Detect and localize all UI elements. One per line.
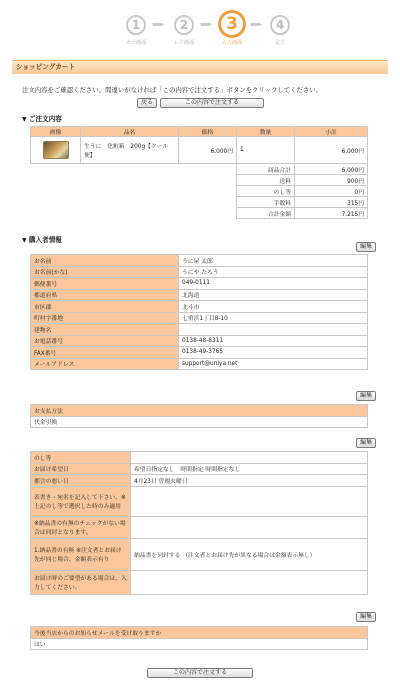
summary-value: 900円 [295, 175, 368, 186]
product-image[interactable] [43, 141, 69, 159]
newsletter-table [30, 626, 368, 650]
table-row [31, 358, 368, 370]
field-label: 町村字番地 [31, 312, 179, 324]
table-row [31, 266, 368, 278]
table-row [31, 312, 368, 324]
intro-text: 注文内容をご確認ください。間違いがなければ「この内容で注文する」ボタンをクリックしてください。 [22, 86, 323, 94]
order-section-title [22, 113, 62, 123]
table-row [31, 405, 368, 417]
field-value: 納品書を同封する （注文者とお届け先が異なる場合は金額表示無し） [131, 538, 368, 570]
table-row [31, 335, 368, 347]
edit-buyer-button[interactable]: 編集 [356, 242, 376, 252]
field-label: 建物名 [31, 324, 179, 336]
col-name: 品名 [81, 127, 179, 137]
section-title-text: ご注文内容 [28, 115, 62, 123]
summary-row-total [31, 208, 368, 219]
field-value [131, 570, 368, 594]
table-row [31, 324, 368, 336]
field-value: 北海道 [179, 289, 368, 301]
table-row [31, 570, 368, 594]
field-value: 北斗市 [179, 301, 368, 313]
step-number: 4 [270, 15, 290, 35]
summary-label: 商品合計 [237, 164, 295, 175]
field-value: うにや たろう [179, 266, 368, 278]
field-label: お電話番号 [31, 335, 179, 347]
step-label: 完了 [274, 40, 286, 46]
field-value: 0138-49-3765 [179, 347, 368, 359]
table-row [31, 627, 368, 639]
col-image: 画像 [31, 127, 81, 137]
summary-value: 315円 [295, 197, 368, 208]
field-label: 1.納品書の有無 ※注文者とお届け先が同じ場合、金額表示有り [31, 538, 131, 570]
product-qty: 1 [237, 137, 295, 164]
field-value: うに屋 太郎 [179, 255, 368, 267]
field-value: 希望日指定なし 時間指定 時間指定なし [131, 463, 368, 475]
summary-value: 7,215円 [295, 208, 368, 219]
step-2 [166, 10, 202, 46]
field-value: 七重浜1丁目8-10 [179, 312, 368, 324]
step-label: カゴ画面 [125, 40, 147, 46]
table-row [31, 137, 368, 164]
step-number: 1 [126, 15, 146, 35]
table-row [31, 486, 368, 516]
product-image-cell [31, 137, 81, 164]
product-name: 生うに 化粧箱 200g【クール便】 [81, 137, 179, 164]
delivery-table [30, 451, 368, 595]
table-row [31, 475, 368, 487]
field-label: お名前 [31, 255, 179, 267]
table-row [31, 347, 368, 359]
field-label: メールアドレス [31, 358, 179, 370]
field-value: 4月23日 曽週火曜日 [131, 475, 368, 487]
field-value [131, 486, 368, 516]
table-row [31, 463, 368, 475]
triangle-down-icon: ▼ [22, 116, 27, 123]
checkout-steps [118, 10, 308, 54]
step-label: レジ画面 [173, 40, 195, 46]
section-title-text: 購入者情報 [28, 236, 62, 244]
table-row [31, 638, 368, 650]
edit-payment-button[interactable]: 編集 [356, 391, 376, 401]
step-arrow-icon: ▪▪▪▸ [250, 21, 262, 28]
field-value: 049-0111 [179, 278, 368, 290]
field-label: のし等 [31, 452, 131, 464]
summary-value: 0円 [295, 186, 368, 197]
field-value: support@uniya.net [179, 358, 368, 370]
col-price: 価格 [179, 127, 237, 137]
field-label: 市区郡 [31, 301, 179, 313]
field-label: 郵便番号 [31, 278, 179, 290]
step-arrow-icon: ▪▪▪▸ [200, 21, 212, 28]
newsletter-value: はい [31, 638, 368, 650]
summary-row [31, 175, 368, 186]
col-qty: 数量 [237, 127, 295, 137]
place-order-button-top[interactable]: この内容で注文する [160, 98, 264, 108]
field-label: お届け希望日 [31, 463, 131, 475]
table-row [31, 452, 368, 464]
product-subtotal: 6,000円 [295, 137, 368, 164]
table-row [31, 278, 368, 290]
summary-label: のし等 [237, 186, 295, 197]
page-title: ショッピングカート [12, 60, 388, 74]
table-row [31, 538, 368, 570]
table-row [31, 301, 368, 313]
step-number: 2 [174, 15, 194, 35]
field-label: 表書き・宛名を記入して下さい。※上記のし等で選択した時のみ適用 [31, 486, 131, 516]
product-price: 6,000円 [179, 137, 237, 164]
summary-label: 手数料 [237, 197, 295, 208]
field-label: ※納品書の有無のチェックがない場合は同封となります。 [31, 516, 131, 538]
field-value [131, 452, 368, 464]
table-row [31, 289, 368, 301]
table-row [31, 255, 368, 267]
buyer-info-table [30, 254, 368, 370]
order-table-header [31, 127, 368, 137]
summary-row [31, 197, 368, 208]
table-row [31, 416, 368, 428]
summary-row [31, 164, 368, 175]
field-value [179, 324, 368, 336]
step-label: 入力画面 [221, 40, 243, 46]
step-1 [118, 10, 154, 46]
summary-row [31, 186, 368, 197]
summary-label: 送料 [237, 175, 295, 186]
summary-value: 6,000円 [295, 164, 368, 175]
order-table [30, 126, 368, 219]
field-label: 都道府県 [31, 289, 179, 301]
back-button[interactable]: 戻る [137, 98, 157, 108]
field-label: FAX番号 [31, 347, 179, 359]
payment-value: 代金引換 [31, 416, 368, 428]
place-order-button-bottom[interactable]: この内容で注文する [147, 668, 253, 678]
payment-table [30, 404, 368, 428]
triangle-down-icon: ▼ [22, 237, 27, 244]
field-value: 0138-48-8311 [179, 335, 368, 347]
step-number: 3 [218, 10, 246, 38]
payment-label: お支払方法 [31, 405, 368, 417]
col-subtotal: 小計 [295, 127, 368, 137]
buyer-section-title [22, 234, 62, 244]
summary-label: 合計金額 [237, 208, 295, 219]
step-3-active [214, 10, 250, 46]
field-label: お届け時のご要望がある場合は、入力してください。 [31, 570, 131, 594]
field-label: お名前(かな) [31, 266, 179, 278]
field-value [131, 516, 368, 538]
newsletter-label: 今後当店からのお知らせメールを受け取りますか [31, 627, 368, 639]
step-4 [262, 10, 298, 46]
table-row [31, 516, 368, 538]
step-arrow-icon: ▪▪▪▸ [152, 21, 164, 28]
edit-delivery-button[interactable]: 編集 [356, 438, 376, 448]
field-label: 都合の悪い日 [31, 475, 131, 487]
edit-newsletter-button[interactable]: 編集 [356, 612, 376, 622]
